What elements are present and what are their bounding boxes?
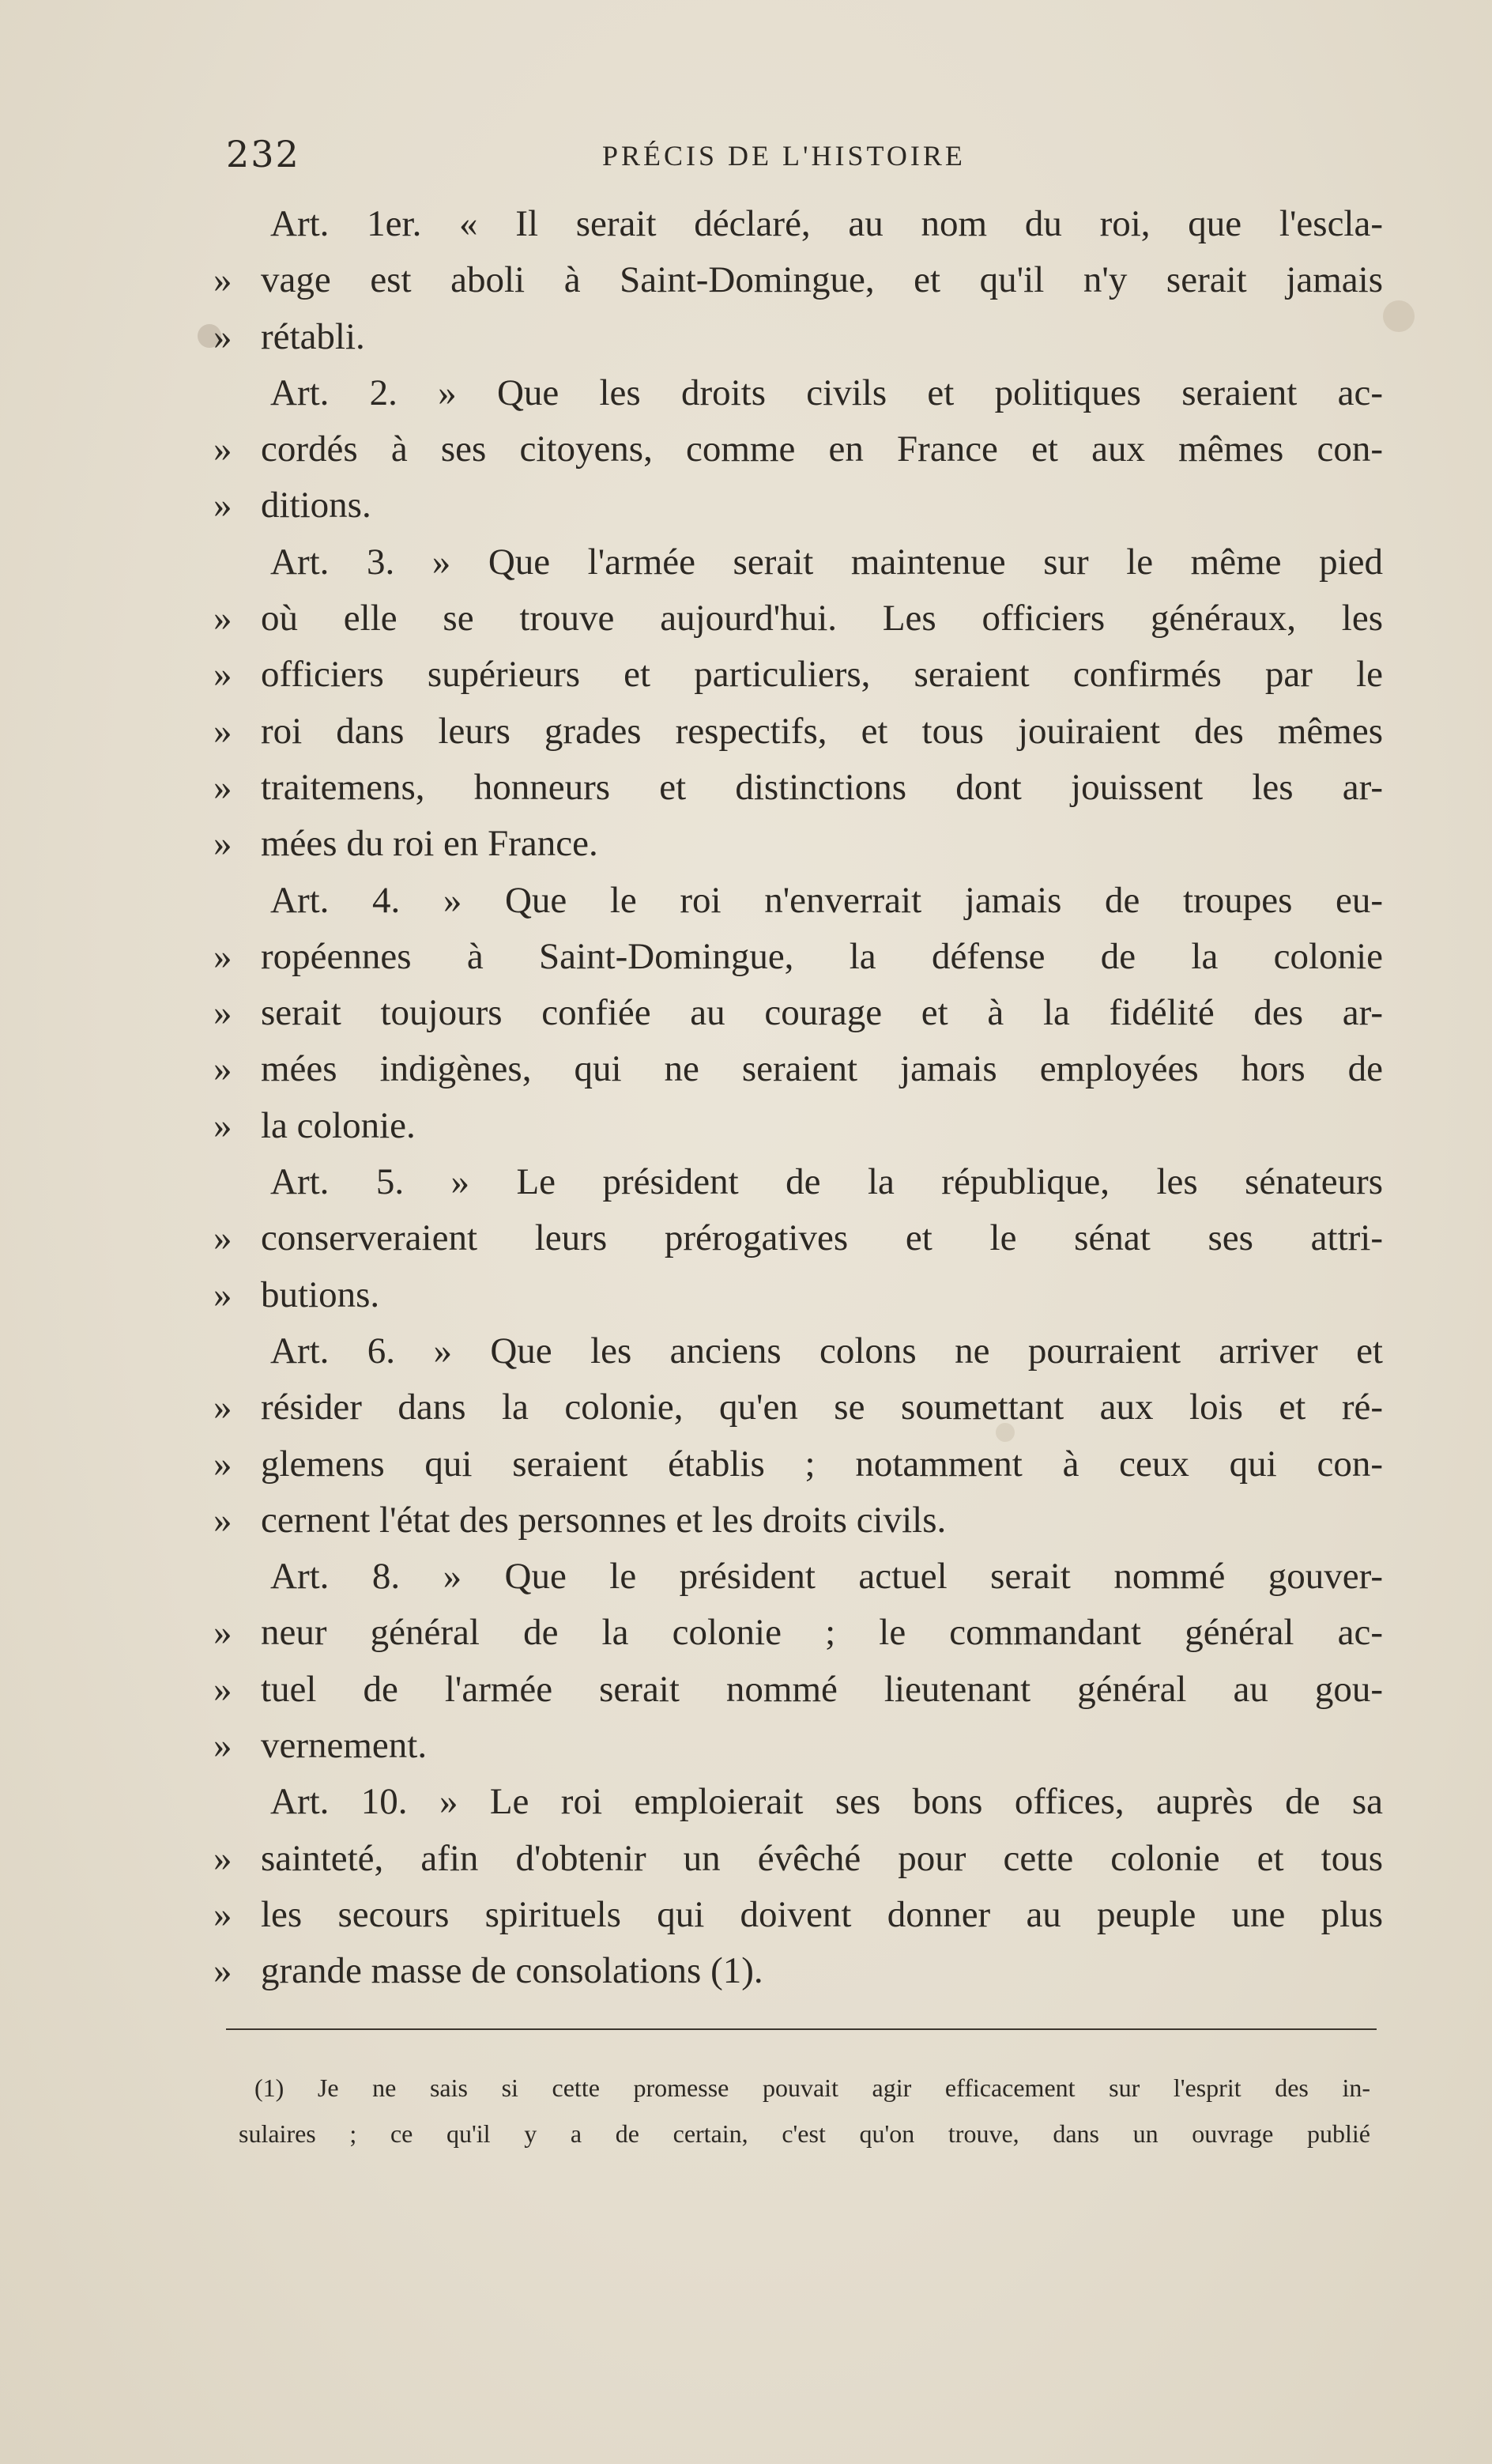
line-text: ditions. xyxy=(261,485,371,526)
text-line xyxy=(213,1154,1383,1210)
quote-mark: » xyxy=(213,823,232,865)
page-number: 232 xyxy=(226,133,300,175)
paper-stain xyxy=(1383,300,1415,332)
quote-mark: » xyxy=(213,259,232,301)
body-text xyxy=(213,196,1383,2000)
line-text: cernent l'état des personnes et les droits civils. xyxy=(261,1499,947,1541)
text-line xyxy=(213,873,1383,929)
quote-mark: » xyxy=(213,1104,232,1146)
quote-mark: » xyxy=(213,1443,232,1485)
line-text: les secours spirituels qui doivent donner au peuple une plus xyxy=(261,1893,1383,1935)
line-text: serait toujours confiée au courage et à la fidélité des ar- xyxy=(261,992,1383,1034)
text-line xyxy=(213,647,1383,703)
line-text: résider dans la colonie, qu'en se soumettant aux lois et ré- xyxy=(261,1387,1383,1428)
text-line xyxy=(213,1718,1383,1774)
line-text: tuel de l'armée serait nommé lieutenant général au gou- xyxy=(261,1668,1383,1710)
text-line xyxy=(213,534,1383,591)
text-line xyxy=(213,1210,1383,1266)
line-text: rétabli. xyxy=(261,315,365,357)
text-line xyxy=(213,591,1383,647)
line-text: officiers supérieurs et particuliers, seraient confirmés par le xyxy=(261,654,1383,696)
text-line xyxy=(213,252,1383,308)
text-line xyxy=(213,477,1383,534)
line-text: mées indigènes, qui ne seraient jamais employées hors de xyxy=(261,1048,1383,1090)
line-text: Art. 2. » Que les droits civils et politiques seraient ac- xyxy=(270,372,1383,413)
quote-mark: » xyxy=(213,428,232,470)
quote-mark: » xyxy=(213,1668,232,1710)
line-text: vage est aboli à Saint-Domingue, et qu'il n'y serait jamais xyxy=(261,259,1383,301)
line-text: Art. 4. » Que le roi n'enverrait jamais de troupes eu- xyxy=(270,879,1383,921)
text-line xyxy=(213,1549,1383,1605)
text-line xyxy=(213,1662,1383,1718)
footnote-line: sulaires ; ce qu'il y a de certain, c'est qu'on trouve, dans un ouvrage publié xyxy=(239,2119,1370,2148)
quote-mark: » xyxy=(213,315,232,357)
line-text: la colonie. xyxy=(261,1104,416,1146)
line-text: Art. 10. » Le roi emploierait ses bons offices, auprès de sa xyxy=(270,1781,1383,1823)
line-text: cordés à ses citoyens, comme en France et aux mêmes con- xyxy=(261,428,1383,470)
quote-mark: » xyxy=(213,1612,232,1654)
text-line xyxy=(213,1379,1383,1436)
quote-mark: » xyxy=(213,1837,232,1879)
text-line xyxy=(213,1887,1383,1943)
text-line xyxy=(213,1774,1383,1830)
quote-mark: » xyxy=(213,992,232,1034)
footnote xyxy=(239,2065,1370,2156)
line-text: glemens qui seraient établis ; notamment à ceux qui con- xyxy=(261,1443,1383,1485)
text-line xyxy=(213,1605,1383,1661)
line-text: mées du roi en France. xyxy=(261,823,598,865)
line-text: butions. xyxy=(261,1274,380,1315)
line-text: Art. 1er. « Il serait déclaré, au nom du roi, que l'escla- xyxy=(270,203,1383,244)
running-head: PRÉCIS DE L'HISTOIRE xyxy=(602,140,966,172)
text-line xyxy=(213,196,1383,252)
text-line xyxy=(213,929,1383,985)
quote-mark: » xyxy=(213,1387,232,1428)
quote-mark: » xyxy=(213,598,232,640)
quote-mark: » xyxy=(213,1725,232,1767)
line-text: roi dans leurs grades respectifs, et tous jouiraient des mêmes xyxy=(261,710,1383,752)
text-line xyxy=(213,816,1383,872)
quote-mark: » xyxy=(213,485,232,526)
line-text: conserveraient leurs prérogatives et le sénat ses attri- xyxy=(261,1217,1383,1259)
line-text: sainteté, afin d'obtenir un évêché pour cette colonie et tous xyxy=(261,1837,1383,1879)
text-line xyxy=(213,760,1383,816)
footnote-line: (1) Je ne sais si cette promesse pouvait agir efficacement sur l'esprit des in- xyxy=(254,2073,1370,2102)
text-line xyxy=(213,1041,1383,1097)
line-text: où elle se trouve aujourd'hui. Les officiers généraux, les xyxy=(261,598,1383,640)
text-line xyxy=(213,1492,1383,1549)
quote-mark: » xyxy=(213,935,232,977)
line-text: Art. 3. » Que l'armée serait maintenue sur le même pied xyxy=(270,541,1383,583)
text-line xyxy=(213,704,1383,760)
text-line xyxy=(213,421,1383,477)
page-header xyxy=(0,133,1492,180)
quote-mark: » xyxy=(213,710,232,752)
line-text: vernement. xyxy=(261,1725,428,1767)
line-text: grande masse de consolations (1). xyxy=(261,1950,763,1992)
text-line xyxy=(213,985,1383,1041)
line-text: Art. 8. » Que le président actuel serait nommé gouver- xyxy=(270,1556,1383,1598)
line-text: neur général de la colonie ; le commandant général ac- xyxy=(261,1612,1383,1654)
text-line xyxy=(213,1831,1383,1887)
quote-mark: » xyxy=(213,1499,232,1541)
quote-mark: » xyxy=(213,766,232,808)
line-text: ropéennes à Saint-Domingue, la défense de la colonie xyxy=(261,935,1383,977)
quote-mark: » xyxy=(213,1950,232,1992)
line-text: Art. 6. » Que les anciens colons ne pourraient arriver et xyxy=(270,1330,1383,1372)
text-line xyxy=(213,1323,1383,1379)
quote-mark: » xyxy=(213,1048,232,1090)
text-line xyxy=(213,1098,1383,1154)
line-text: traitemens, honneurs et distinctions dont jouissent les ar- xyxy=(261,766,1383,808)
text-line xyxy=(213,365,1383,421)
line-text: Art. 5. » Le président de la république, les sénateurs xyxy=(270,1161,1383,1203)
text-line xyxy=(213,309,1383,365)
footnote-rule xyxy=(226,2028,1377,2030)
quote-mark: » xyxy=(213,1274,232,1315)
text-line xyxy=(213,1943,1383,1999)
quote-mark: » xyxy=(213,1217,232,1259)
quote-mark: » xyxy=(213,1893,232,1935)
text-line xyxy=(213,1267,1383,1323)
text-line xyxy=(213,1436,1383,1492)
quote-mark: » xyxy=(213,654,232,696)
